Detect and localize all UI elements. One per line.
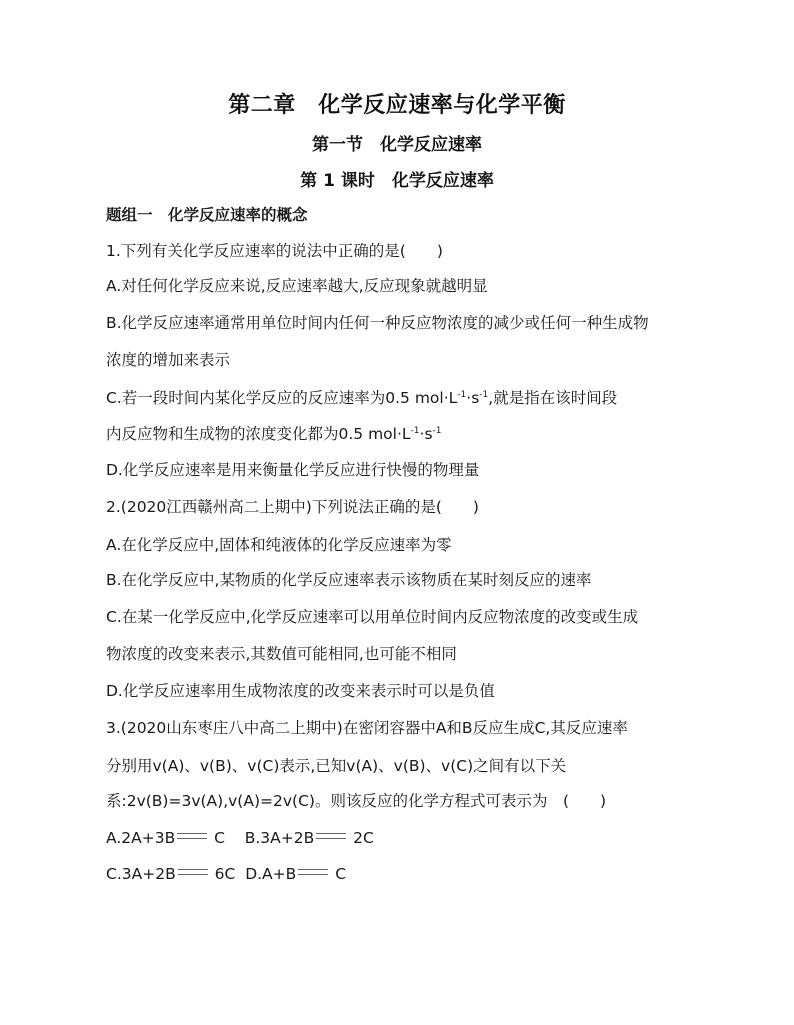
q1-c-unit: ·s: [466, 389, 480, 407]
q2-stem: 2.(2020江西赣州高二上期中)下列说法正确的是( ): [106, 498, 479, 516]
q1-c-unit: ·s: [419, 425, 433, 443]
q1-c-exponent: -1: [410, 426, 420, 436]
q3-option-a-reactants: A.2A+3B: [106, 829, 176, 847]
q1-stem: 1.下列有关化学反应速率的说法中正确的是( ): [106, 242, 443, 260]
q2-option-d: D.化学反应速率用生成物浓度的改变来表示时可以是负值: [106, 682, 495, 700]
q3-stem-line1: 3.(2020山东枣庄八中高二上期中)在密闭容器中A和B反应生成C,其反应速率: [106, 719, 628, 737]
equals-sign-icon: [177, 833, 207, 839]
q3-option-b-products: 2C: [353, 829, 374, 847]
chapter-title: 第二章 化学反应速率与化学平衡: [228, 93, 566, 118]
q3-option-a-products: C: [214, 829, 225, 847]
q2-option-a: A.在化学反应中,固体和纯液体的化学反应速率为零: [106, 536, 452, 554]
q3-option-c-reactants: C.3A+2B: [106, 865, 176, 883]
q2-option-c-line1: C.在某一化学反应中,化学反应速率可以用单位时间内反应物浓度的改变或生成: [106, 608, 639, 626]
q1-option-b-line1: B.化学反应速率通常用单位时间内任何一种反应物浓度的减少或任何一种生成物: [106, 314, 649, 332]
q1-option-b-line2: 浓度的增加来表示: [106, 351, 231, 369]
q3-option-d-products: C: [335, 865, 347, 883]
equals-sign-icon: [298, 869, 328, 875]
q3-options-row2: [106, 864, 706, 884]
q1-c-exponent: -1: [457, 390, 467, 400]
equals-sign-icon: [316, 833, 346, 839]
q3-option-b-reactants: B.3A+2B: [244, 829, 315, 847]
q1-option-c-line1: [106, 388, 706, 408]
group-heading: 题组一 化学反应速率的概念: [106, 206, 308, 224]
q1-c-text: 内反应物和生成物的浓度变化都为0.5 mol·L: [106, 425, 411, 443]
q1-c-exponent: -1: [479, 390, 489, 400]
q1-option-d: D.化学反应速率是用来衡量化学反应进行快慢的物理量: [106, 461, 480, 479]
q3-stem-line3: 系:2v(B)=3v(A),v(A)=2v(C)。则该反应的化学方程式可表示为 ( ): [106, 792, 607, 810]
lesson-title: 第 1 课时 化学反应速率: [300, 171, 494, 191]
q3-options-row1: [106, 828, 706, 848]
q1-c-exponent: -1: [432, 426, 442, 436]
q3-option-c-products: 6C: [214, 865, 236, 883]
q1-option-a: A.对任何化学反应来说,反应速率越大,反应现象就越明显: [106, 277, 488, 295]
q2-option-b: B.在化学反应中,某物质的化学反应速率表示该物质在某时刻反应的速率: [106, 571, 592, 589]
q3-stem-line2: 分别用v(A)、v(B)、v(C)表示,已知v(A)、v(B)、v(C)之间有以下关: [106, 757, 567, 775]
q1-c-text: C.若一段时间内某化学反应的反应速率为0.5 mol·L: [106, 389, 458, 407]
section-title: 第一节 化学反应速率: [312, 135, 482, 155]
equals-sign-icon: [178, 869, 208, 875]
q1-option-c-line2: [106, 424, 706, 444]
q2-option-c-line2: 物浓度的改变来表示,其数值可能相同,也可能不相同: [106, 645, 457, 663]
q3-option-d-reactants: D.A+B: [245, 865, 297, 883]
q1-c-text: ,就是指在该时间段: [488, 389, 618, 407]
